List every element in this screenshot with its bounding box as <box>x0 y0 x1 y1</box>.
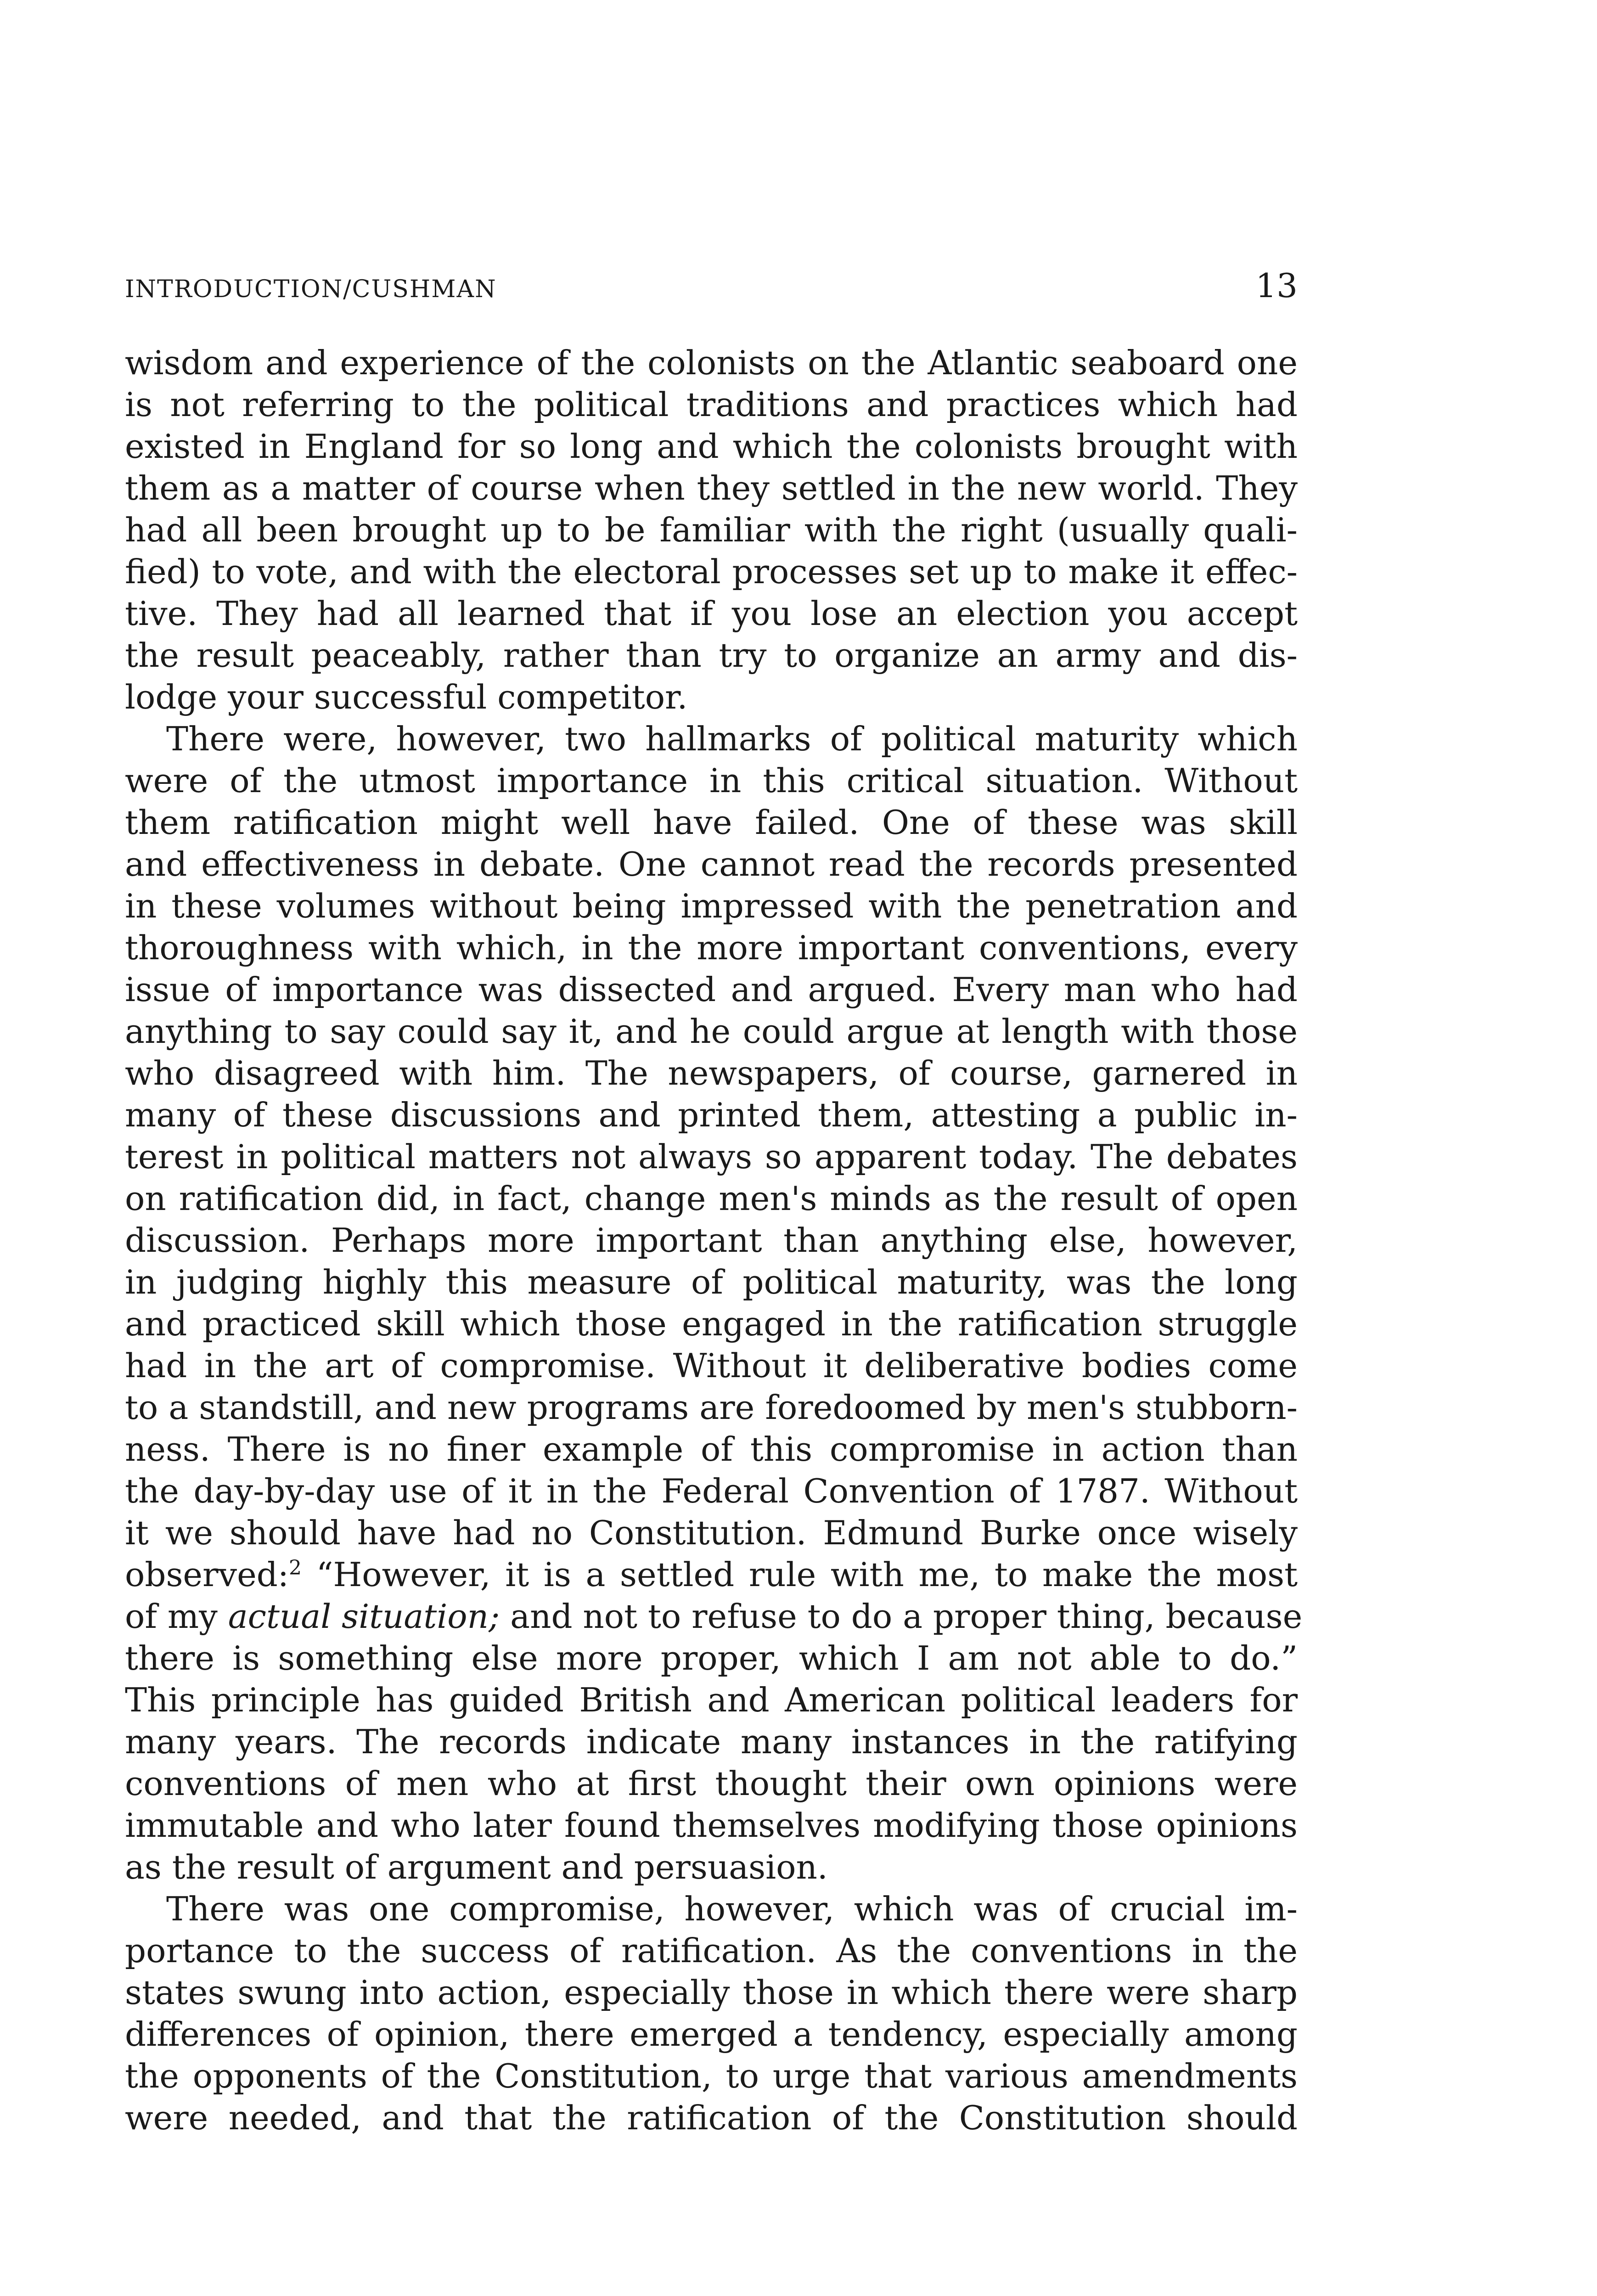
text-line: conventions of men who at first thought their own opinions were <box>125 1764 1298 1803</box>
text-line: who disagreed with him. The newspapers, of course, garnered in <box>125 1054 1298 1092</box>
text-line: it we should have had no Constitution. Edmund Burke once wisely <box>125 1514 1298 1552</box>
text-line: and effectiveness in debate. One cannot read the records presented <box>125 845 1298 884</box>
text-line-with-italic <box>125 1596 1303 1638</box>
footnote-marker: 2 <box>289 1556 302 1580</box>
text-line: discussion. Perhaps more important than anything else, however, <box>125 1221 1298 1260</box>
text-line: anything to say could say it, and he could argue at length with those <box>125 1012 1298 1051</box>
text-line: ness. There is no finer example of this compromise in action than <box>125 1430 1298 1469</box>
text-line: tive. They had all learned that if you lose an election you accept <box>125 594 1298 633</box>
text-line: many of these discussions and printed them, attesting a public in- <box>125 1096 1298 1134</box>
text-line: and practiced skill which those engaged in the ratification struggle <box>125 1305 1298 1343</box>
text-line: There were, however, two hallmarks of political maturity which <box>166 720 1298 758</box>
text-segment: observed: <box>125 1555 289 1594</box>
page-number: 13 <box>1255 266 1298 305</box>
text-line: lodge your successful competitor. <box>125 678 688 716</box>
text-line: fied) to vote, and with the electoral processes set up to make it effec- <box>125 552 1298 591</box>
text-line: were needed, and that the ratification of the Constitution should <box>125 2099 1298 2137</box>
text-line: is not referring to the political traditions and practices which had <box>125 385 1298 424</box>
text-line: many years. The records indicate many instances in the ratifying <box>125 1722 1298 1761</box>
text-line: This principle has guided British and American political leaders for <box>125 1681 1298 1719</box>
text-line: states swung into action, especially those in which there were sharp <box>125 1973 1298 2012</box>
text-line: differences of opinion, there emerged a tendency, especially among <box>125 2015 1298 2054</box>
text-segment: “However, it is a settled rule with me, to make the most <box>302 1555 1298 1594</box>
text-line: immutable and who later found themselves modifying those opinions <box>125 1806 1298 1845</box>
text-line: issue of importance was dissected and argued. Every man who had <box>125 970 1298 1009</box>
text-line: in these volumes without being impressed with the penetration and <box>125 887 1298 925</box>
text-segment: and not to refuse to do a proper thing, because <box>500 1597 1303 1636</box>
text-line: the day-by-day use of it in the Federal Convention of 1787. Without <box>125 1472 1298 1510</box>
running-head <box>125 266 1298 317</box>
text-line: in judging highly this measure of political maturity, was the long <box>125 1263 1298 1301</box>
text-line: there is something else more proper, which I am not able to do.” <box>125 1639 1298 1677</box>
text-line: were of the utmost importance in this critical situation. Without <box>125 761 1298 800</box>
body-text <box>125 342 1303 2139</box>
text-line: on ratification did, in fact, change men's minds as the result of open <box>125 1179 1298 1218</box>
text-line: wisdom and experience of the colonists on the Atlantic seaboard one <box>125 343 1298 382</box>
text-line: thoroughness with which, in the more important conventions, every <box>125 929 1298 967</box>
text-line: as the result of argument and persuasion. <box>125 1848 828 1886</box>
running-title: INTRODUCTION/CUSHMAN <box>125 276 497 303</box>
text-line: existed in England for so long and which the colonists brought with <box>125 427 1298 466</box>
text-line: portance to the success of ratification. As the conventions in the <box>125 1931 1298 1970</box>
text-line: them ratification might well have failed. One of these was skill <box>125 803 1298 842</box>
text-line: them as a matter of course when they settled in the new world. They <box>125 469 1298 507</box>
text-line: had in the art of compromise. Without it deliberative bodies come <box>125 1346 1298 1385</box>
text-line: the result peaceably, rather than try to organize an army and dis- <box>125 636 1298 675</box>
text-line: There was one compromise, however, which was of crucial im- <box>166 1890 1298 1928</box>
text-line: to a standstill, and new programs are foredoomed by men's stubborn- <box>125 1388 1298 1427</box>
text-line: the opponents of the Constitution, to urge that various amendments <box>125 2057 1298 2095</box>
text-line: had all been brought up to be familiar with the right (usually quali- <box>125 511 1298 549</box>
text-line-with-footnote <box>125 1554 1298 1596</box>
italic-phrase: actual situation; <box>228 1597 500 1636</box>
text-line: terest in political matters not always so apparent today. The debates <box>125 1137 1298 1176</box>
text-segment: of my <box>125 1597 228 1636</box>
